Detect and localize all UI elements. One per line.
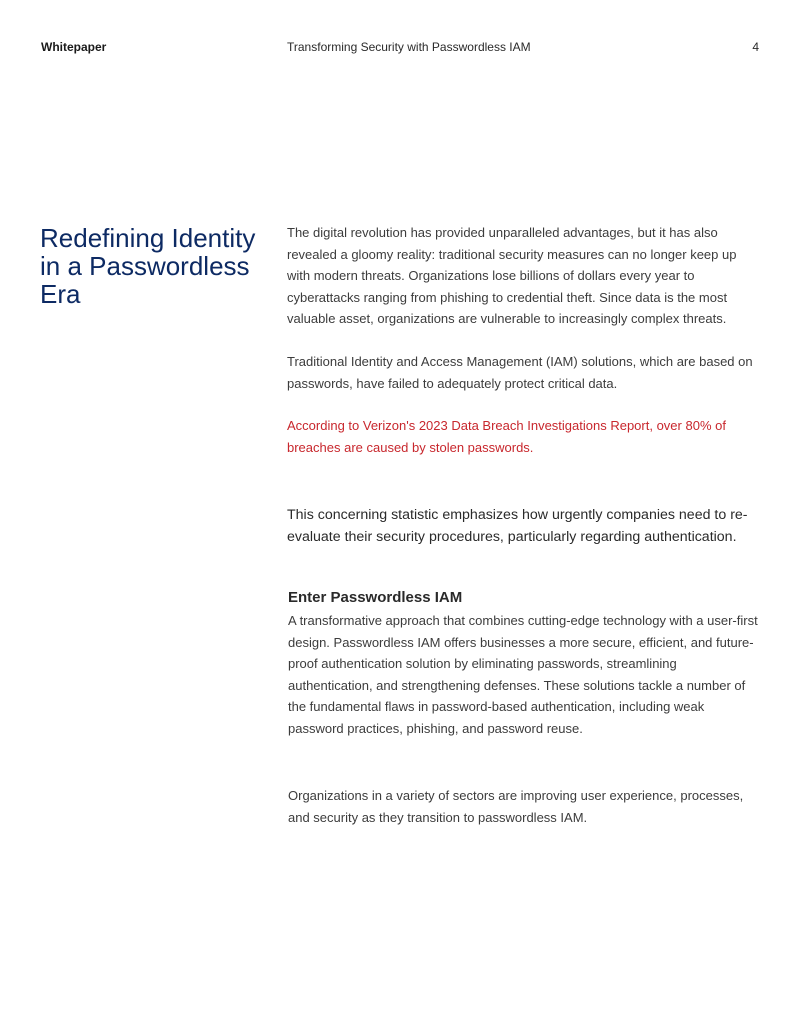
highlight-statistic: According to Verizon's 2023 Data Breach Investigations Report, over 80% of breaches are caused by stolen passwords. bbox=[287, 418, 726, 455]
header-label: Whitepaper bbox=[41, 40, 107, 54]
emphasis-paragraph: This concerning statistic emphasizes how urgently companies need to re-evaluate their security procedures, particularly regarding authentication. bbox=[287, 507, 748, 545]
intro-paragraph: The digital revolution has provided unparalleled advantages, but it has also revealed a gloomy reality: traditional security measures can no longer keep up with modern threats. Organizations lose billions of dollars every year to cyberattacks ranging from phishing to credential theft. Since data is the most valuable asset, organizations are vulnerable to increasingly complex threats. bbox=[287, 225, 737, 327]
page-number: 4 bbox=[752, 40, 759, 54]
header-document-title: Transforming Security with Passwordless IAM bbox=[287, 40, 531, 54]
closing-paragraph: Organizations in a variety of sectors are improving user experience, processes, and security as they transition to passwordless IAM. bbox=[288, 788, 744, 825]
passwordless-paragraph: A transformative approach that combines cutting-edge technology with a user-first design. Passwordless IAM offers businesses a more secure, efficient, and future-proof authentication solution by eliminating passwords, streamlining authentication, and strengthening defenses. These solutions tackle a number of the fundamental flaws in password-based authentication, including weak password practices, phishing, and password reuse. bbox=[288, 613, 758, 736]
section-title: Redefining Identity in a Passwordless Era bbox=[40, 223, 256, 309]
iam-paragraph: Traditional Identity and Access Management (IAM) solutions, which are based on passwords, have failed to adequately protect critical data. bbox=[287, 354, 753, 391]
subheading: Enter Passwordless IAM bbox=[288, 589, 463, 606]
